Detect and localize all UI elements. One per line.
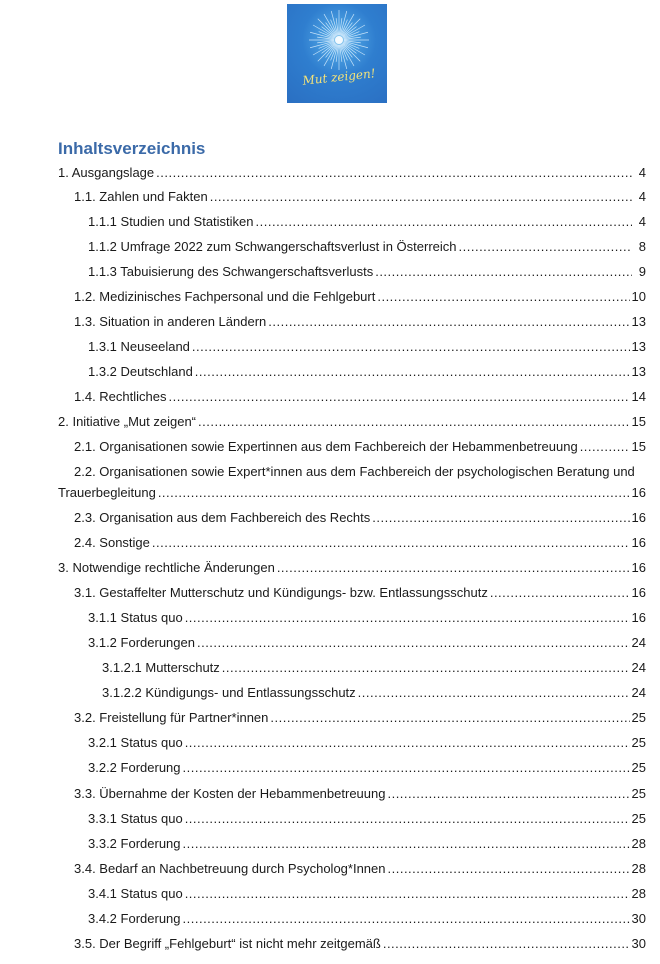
toc-entry[interactable] xyxy=(88,886,646,902)
toc-entry-page: 8 xyxy=(638,239,646,254)
toc-entry-title: Trauerbegleitung xyxy=(58,485,156,500)
toc-entry-page: 25 xyxy=(631,710,646,725)
leader-dots xyxy=(183,760,630,776)
toc-entry[interactable] xyxy=(74,786,646,802)
leader-dots xyxy=(195,364,630,380)
leader-dots xyxy=(198,414,630,430)
toc-entry-page: 13 xyxy=(631,364,646,379)
toc-entry-title: 1. Ausgangslage xyxy=(58,165,155,180)
leader-dots xyxy=(185,886,630,902)
leader-dots xyxy=(158,485,630,501)
toc-entry-title: 3. Notwendige rechtliche Änderungen xyxy=(58,560,275,575)
leader-dots xyxy=(268,314,629,330)
toc-entry-title: 2.3. Organisation aus dem Fachbereich des Rechts xyxy=(74,510,371,525)
toc-entry[interactable] xyxy=(74,861,646,877)
toc-entry[interactable] xyxy=(74,439,646,455)
leader-dots xyxy=(256,214,632,230)
toc-entry-title-line1[interactable]: 2.2. Organisationen sowie Expert*innen aus dem Fachbereich der psychologischen Beratung und xyxy=(74,464,635,479)
toc-entry-page: 24 xyxy=(631,660,646,675)
toc-entry[interactable] xyxy=(74,314,646,330)
toc-entry-page: 25 xyxy=(631,760,646,775)
toc-entry-page: 15 xyxy=(631,439,646,454)
toc-entry[interactable] xyxy=(88,911,646,927)
toc-entry-title: 1.1.3 Tabuisierung des Schwangerschaftsverlusts xyxy=(88,264,374,279)
leader-dots xyxy=(358,685,630,701)
toc-entry-title: 1.1.1 Studien und Statistiken xyxy=(88,214,254,229)
toc-entry[interactable] xyxy=(88,239,646,255)
toc-entry-page: 25 xyxy=(631,786,646,801)
toc-entry-page: 25 xyxy=(631,735,646,750)
toc-entry[interactable] xyxy=(88,610,646,626)
toc-entry[interactable] xyxy=(102,685,646,701)
toc-entry-title: 2.1. Organisationen sowie Expertinnen aus dem Fachbereich der Hebammenbetreuung xyxy=(74,439,578,454)
toc-entry[interactable] xyxy=(74,189,646,205)
leader-dots xyxy=(185,735,630,751)
leader-dots xyxy=(387,786,629,802)
toc-entry-title: 3.2.2 Forderung xyxy=(88,760,181,775)
toc-entry-page: 16 xyxy=(631,485,646,500)
toc-entry-title: 1.1. Zahlen und Fakten xyxy=(74,189,208,204)
toc-entry-page: 28 xyxy=(631,886,646,901)
toc-entry-title: 3.2.1 Status quo xyxy=(88,735,183,750)
toc-entry-title: 3.3.1 Status quo xyxy=(88,811,183,826)
leader-dots xyxy=(222,660,630,676)
toc-entry[interactable] xyxy=(74,936,646,952)
logo-text: Mut zeigen! xyxy=(301,66,377,88)
toc-entry[interactable] xyxy=(88,811,646,827)
toc-entry[interactable] xyxy=(88,214,646,230)
leader-dots xyxy=(377,289,629,305)
toc-entry-title: 2. Initiative „Mut zeigen“ xyxy=(58,414,197,429)
leader-dots xyxy=(169,389,630,405)
toc-entry[interactable] xyxy=(74,510,646,526)
toc-entry-page: 28 xyxy=(631,861,646,876)
toc-entry-title: 3.1.2 Forderungen xyxy=(88,635,195,650)
toc-entry-page: 13 xyxy=(631,339,646,354)
toc-entry[interactable] xyxy=(88,635,646,651)
toc-entry-title: 3.2. Freistellung für Partner*innen xyxy=(74,710,269,725)
toc-entry-title: 3.1. Gestaffelter Mutterschutz und Kündigungs- bzw. Entlassungsschutz xyxy=(74,585,488,600)
leader-dots xyxy=(490,585,630,601)
toc-entry-page: 16 xyxy=(631,535,646,550)
toc-entry-page: 14 xyxy=(631,389,646,404)
leader-dots xyxy=(185,610,630,626)
toc-entry-title: 3.3.2 Forderung xyxy=(88,836,181,851)
leader-dots xyxy=(270,710,629,726)
toc-entry-page: 4 xyxy=(638,189,646,204)
toc-entry[interactable] xyxy=(58,485,646,501)
toc-entry-title: 1.3.1 Neuseeland xyxy=(88,339,190,354)
toc-entry-page: 4 xyxy=(638,214,646,229)
toc-title: Inhaltsverzeichnis xyxy=(58,139,206,158)
toc-entry[interactable] xyxy=(58,560,646,576)
leader-dots xyxy=(183,836,630,852)
toc-entry-page: 30 xyxy=(631,936,646,951)
toc-entry[interactable] xyxy=(88,264,646,280)
toc-entry-title: 1.3.2 Deutschland xyxy=(88,364,193,379)
toc-entry-title: 3.1.2.1 Mutterschutz xyxy=(102,660,220,675)
leader-dots xyxy=(388,861,630,877)
toc-entry-page: 16 xyxy=(631,560,646,575)
toc-entry[interactable] xyxy=(88,836,646,852)
leader-dots xyxy=(156,165,632,181)
starburst-icon xyxy=(287,4,387,103)
toc-entry[interactable] xyxy=(88,760,646,776)
toc-entry-title: 1.1.2 Umfrage 2022 zum Schwangerschaftsverlust in Österreich xyxy=(88,239,457,254)
toc-entry[interactable] xyxy=(102,660,646,676)
leader-dots xyxy=(197,635,630,651)
toc-entry-title: 3.5. Der Begriff „Fehlgeburt“ ist nicht mehr zeitgemäß xyxy=(74,936,381,951)
toc-entry[interactable] xyxy=(58,165,646,181)
leader-dots xyxy=(183,911,630,927)
leader-dots xyxy=(210,189,632,205)
toc-entry-title: 3.3. Übernahme der Kosten der Hebammenbetreuung xyxy=(74,786,386,801)
toc-entry[interactable] xyxy=(88,735,646,751)
toc-entry-page: 16 xyxy=(631,510,646,525)
leader-dots xyxy=(192,339,630,355)
toc-entry[interactable] xyxy=(88,364,646,380)
toc-entry-title: 1.3. Situation in anderen Ländern xyxy=(74,314,267,329)
toc-entry[interactable] xyxy=(74,535,646,551)
toc-entry-title: 3.4.1 Status quo xyxy=(88,886,183,901)
toc-entry[interactable] xyxy=(74,710,646,726)
toc-entry-page: 24 xyxy=(631,635,646,650)
toc-entry-page: 28 xyxy=(631,836,646,851)
toc-entry[interactable] xyxy=(74,289,646,305)
toc-entry-title: 2.4. Sonstige xyxy=(74,535,150,550)
toc-entry-page: 13 xyxy=(631,314,646,329)
toc-entry[interactable] xyxy=(74,585,646,601)
toc-entry[interactable] xyxy=(74,389,646,405)
toc-entry-title: 1.2. Medizinisches Fachpersonal und die Fehlgeburt xyxy=(74,289,376,304)
toc-entry-title: 3.4. Bedarf an Nachbetreuung durch Psycholog*Innen xyxy=(74,861,386,876)
toc-entry-page: 25 xyxy=(631,811,646,826)
leader-dots xyxy=(372,510,629,526)
toc-entry-title: 3.1.2.2 Kündigungs- und Entlassungsschutz xyxy=(102,685,356,700)
mut-zeigen-logo xyxy=(287,4,387,103)
toc-entry-page: 16 xyxy=(631,585,646,600)
toc-entry-page: 15 xyxy=(631,414,646,429)
toc-entry-title: 3.4.2 Forderung xyxy=(88,911,181,926)
toc-entry-page: 4 xyxy=(638,165,646,180)
leader-dots xyxy=(277,560,630,576)
leader-dots xyxy=(580,439,630,455)
toc-entry-title: 1.4. Rechtliches xyxy=(74,389,167,404)
toc-entry-page: 16 xyxy=(631,610,646,625)
toc-entry-page: 30 xyxy=(631,911,646,926)
toc-entry-page: 24 xyxy=(631,685,646,700)
toc-entry[interactable] xyxy=(58,414,646,430)
toc-entry[interactable] xyxy=(88,339,646,355)
toc-entry-title: 3.1.1 Status quo xyxy=(88,610,183,625)
leader-dots xyxy=(152,535,630,551)
leader-dots xyxy=(375,264,632,280)
toc-entry-page: 9 xyxy=(638,264,646,279)
leader-dots xyxy=(383,936,630,952)
toc-entry-page: 10 xyxy=(631,289,646,304)
leader-dots xyxy=(185,811,630,827)
leader-dots xyxy=(459,239,632,255)
